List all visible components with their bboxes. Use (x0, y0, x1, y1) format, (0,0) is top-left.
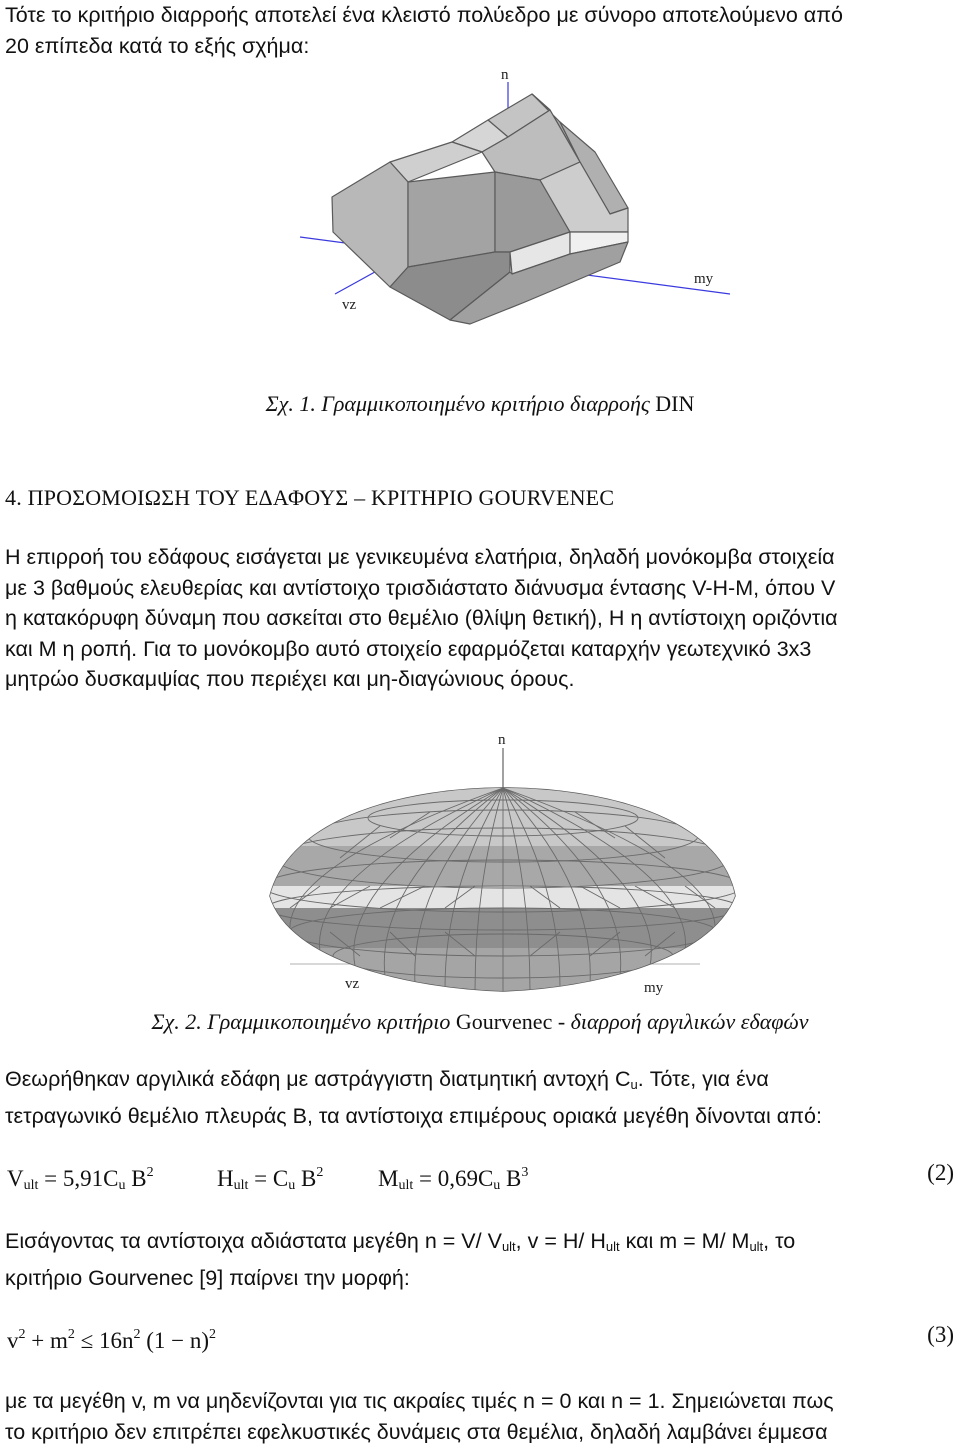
clay-paragraph (5, 1064, 957, 1131)
figure-1-caption-prefix: Σχ. 1. Γραμμικοποιημένο κριτήριο διαρροής (265, 391, 650, 416)
axis-my-label-fig1: my (694, 271, 714, 287)
intro-line-1: Τότε το κριτήριο διαρροής αποτελεί ένα κλειστό πολύεδρο με σύνορο αποτελούμενο από (5, 3, 844, 27)
poly-face-center (408, 172, 495, 267)
ellipsoid-band-lower (260, 908, 740, 948)
figure-2-caption (0, 1008, 960, 1036)
para4-line-2: το κριτήριο δεν επιτρέπει εφελκυστικές δυνάμεις στα θεμέλια, δηλαδή λαμβάνει έμμεσα (5, 1419, 828, 1444)
para2-line-1b: . Τότε, για ένα (637, 1067, 769, 1091)
figure-1-caption (0, 390, 960, 418)
axis-vz-label-fig1: vz (342, 297, 357, 313)
axis-n-label-fig2: n (498, 732, 506, 748)
figure-2-caption-suffix: - διαρροή αργιλικών εδαφών (557, 1009, 809, 1034)
section-heading: 4. ΠΡΟΣΟΜΟΙΩΣΗ ΤΟΥ ΕΔΑΦΟΥΣ – ΚΡΙΤΗΡΙΟ GOURVENEC (5, 485, 615, 510)
para2-line-1-sub: u (630, 1077, 638, 1092)
para3-line-1a: Εισάγοντας τα αντίστοιχα αδιάστατα μεγέθη n = V/ V (5, 1229, 502, 1253)
equation-2-number: (2) (927, 1160, 954, 1185)
figure-1-caption-suffix: DIN (655, 391, 695, 416)
axis-vz-label-fig2: vz (345, 976, 360, 992)
figure-2-ellipsoid (230, 726, 760, 1006)
figure-2-caption-prefix: Σχ. 2. Γραμμικοποιημένο κριτήριο (151, 1009, 451, 1034)
axis-n-label-fig1: n (501, 67, 509, 83)
equation-2-m-term: $M_{ult} = 0,69C_u$ $B^3$ (378, 1165, 529, 1193)
equation-3-number: (3) (927, 1322, 954, 1347)
figure-2-caption-mid: Gourvenec (455, 1009, 553, 1034)
equation-2-h-term: $H_{ult} = C_u$ $B^2$ (217, 1165, 324, 1193)
dimensionless-paragraph: Εισάγοντας τα αντίστοιχα αδιάστατα μεγέθη n = V/ $V_{ult}$, v = H/ $H_{ult}$ και m = M/ $M_{ult}$, το κριτήριο Gourvenec [9] παίρνει την μορφή: (5, 1229, 796, 1290)
equation-3 (5, 1318, 957, 1358)
para4-line-1: με τα μεγέθη v, m να μηδενίζονται για τις ακραίες τιμές n = 0 και n = 1. Σημειώνεται πως (5, 1389, 834, 1413)
intro-paragraph (5, 0, 957, 61)
closing-paragraph (5, 1386, 957, 1447)
para1-line-3: η κατακόρυφη δύναμη που ασκείται στο θεμέλιο (θλίψη θετική), H η αντίστοιχη οριζόντια (5, 606, 838, 630)
equation-2-v-term: $V_{ult} = 5,91C_u$ $B^2$ (7, 1165, 154, 1193)
intro-line-2: 20 επίπεδα κατά το εξής σχήμα: (5, 33, 310, 58)
para1-line-1: Η επιρροή του εδάφους εισάγεται με γενικευμένα ελατήρια, δηλαδή μονόκομβα στοιχεία (5, 545, 835, 569)
ellipsoid-band-mid (260, 846, 740, 886)
para3-line-2: κριτήριο Gourvenec [9] παίρνει την μορφή: (5, 1265, 410, 1290)
equation-3-body: $v^2 + m^2 \le 16n^2$ $(1 - n)^2$ (7, 1327, 217, 1353)
para2-line-2: τετραγωνικό θεμέλιο πλευράς Β, τα αντίστοιχα επιμέρους οριακά μεγέθη δίνονται από: (5, 1103, 822, 1128)
para2-line-1a: Θεωρήθηκαν αργιλικά εδάφη με αστράγγιστη διατμητική αντοχή C (5, 1067, 631, 1091)
para1-line-5: μητρώο δυσκαμψίας που περιέχει και μη-διαγώνιους όρους. (5, 667, 575, 691)
equation-2 (5, 1156, 957, 1196)
section-4-paragraph (5, 542, 957, 695)
para1-line-4: και M η ροπή. Για το μονόκομβο αυτό στοιχείο εφαρμόζεται καταρχήν γεωτεχνικό 3x3 (5, 636, 812, 661)
para1-line-2: με 3 βαθμούς ελευθερίας και αντίστοιχο τρισδιάστατο διάνυσμα έντασης V-H-M, όπου V (5, 575, 836, 600)
figure-1-polyhedron (240, 62, 740, 392)
ellipsoid-band-bottom (260, 948, 740, 998)
poly-face-left (332, 162, 408, 287)
axis-my-label-fig2: my (644, 980, 664, 996)
